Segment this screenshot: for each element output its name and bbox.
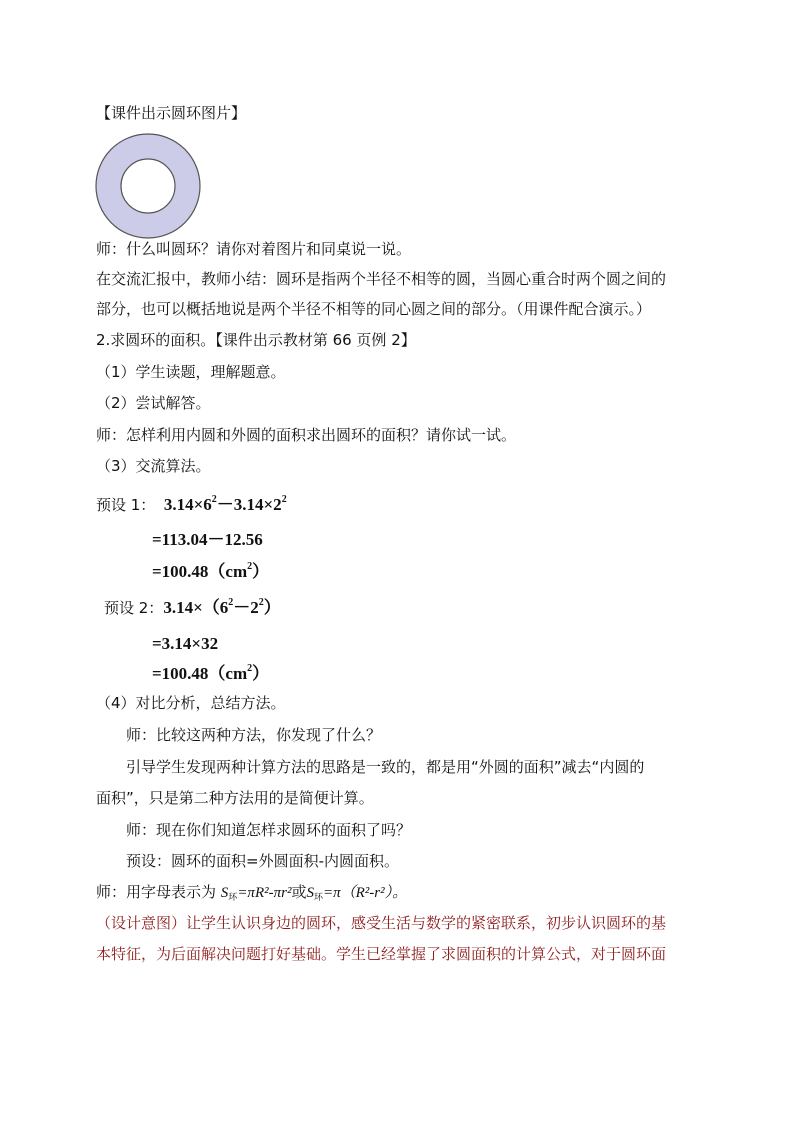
question-2: 师：怎样利用内圆和外圆的面积求出圆环的面积？请你试一试。 (96, 426, 517, 444)
section-2-title: 2.求圆环的面积。【课件出示教材第 66 页例 2】 (96, 331, 416, 349)
summary-line-2: 部分，也可以概括地说是两个半径不相等的同心圆之间的部分。（用课件配合演示。） (96, 300, 652, 318)
preset-3: 预设：圆环的面积=外圆面积-内圆面积。 (126, 852, 399, 870)
step-2: （2）尝试解答。 (96, 394, 211, 412)
guide-line-2: 面积”，只是第二种方法用的是简便计算。 (96, 789, 374, 807)
design-intent-line-2: 本特征，为后面解决问题打好基础。学生已经掌握了求圆面积的计算公式，对于圆环面 (96, 945, 667, 963)
preset-1-line-2: =113.04－12.56 (152, 530, 263, 549)
design-intent-line-1: （设计意图）让学生认识身边的圆环，感受生活与数学的紧密联系，初步认识圆环的基 (96, 914, 667, 932)
step-4: （4）对比分析，总结方法。 (96, 694, 286, 712)
preset-1-line-3: $=100.48(cm^2)$ (152, 561, 270, 581)
question-1: 师：什么叫圆环？请你对着图片和同桌说一说。 (96, 240, 412, 258)
step-1: （1）学生读题，理解题意。 (96, 363, 286, 381)
question-3: 师：比较这两种方法，你发现了什么？ (126, 726, 382, 744)
preset-2-line-2: =3.14×32 (152, 634, 219, 653)
heading: 【课件出示圆环图片】 (96, 104, 247, 122)
guide-line-1: 引导学生发现两种计算方法的思路是一致的，都是用“外圆的面积”减去“内圆的 (126, 758, 645, 776)
annulus-figure (94, 132, 202, 240)
preset-2-formula: 预设 2：$3.14\times(6^2-2^2)$ (104, 597, 281, 617)
step-3: （3）交流算法。 (96, 457, 211, 475)
question-4: 师：现在你们知道怎样求圆环的面积了吗？ (126, 821, 412, 839)
inner-circle (121, 159, 175, 213)
preset-2-line-3: $=100.48(cm^2)$ (152, 663, 270, 683)
preset-1-formula: 预设 1： $3.14\times 6^2-3.14\times 2^2$ (96, 494, 287, 514)
summary-line-1: 在交流汇报中，教师小结：圆环是指两个半径不相等的圆，当圆心重合时两个圆之间的 (96, 270, 667, 288)
formula-line: 师：用字母表示为 $S_环=\pi R^2$-πr²或$S_环=\pi(R^2-r^2)$。 (96, 883, 408, 903)
